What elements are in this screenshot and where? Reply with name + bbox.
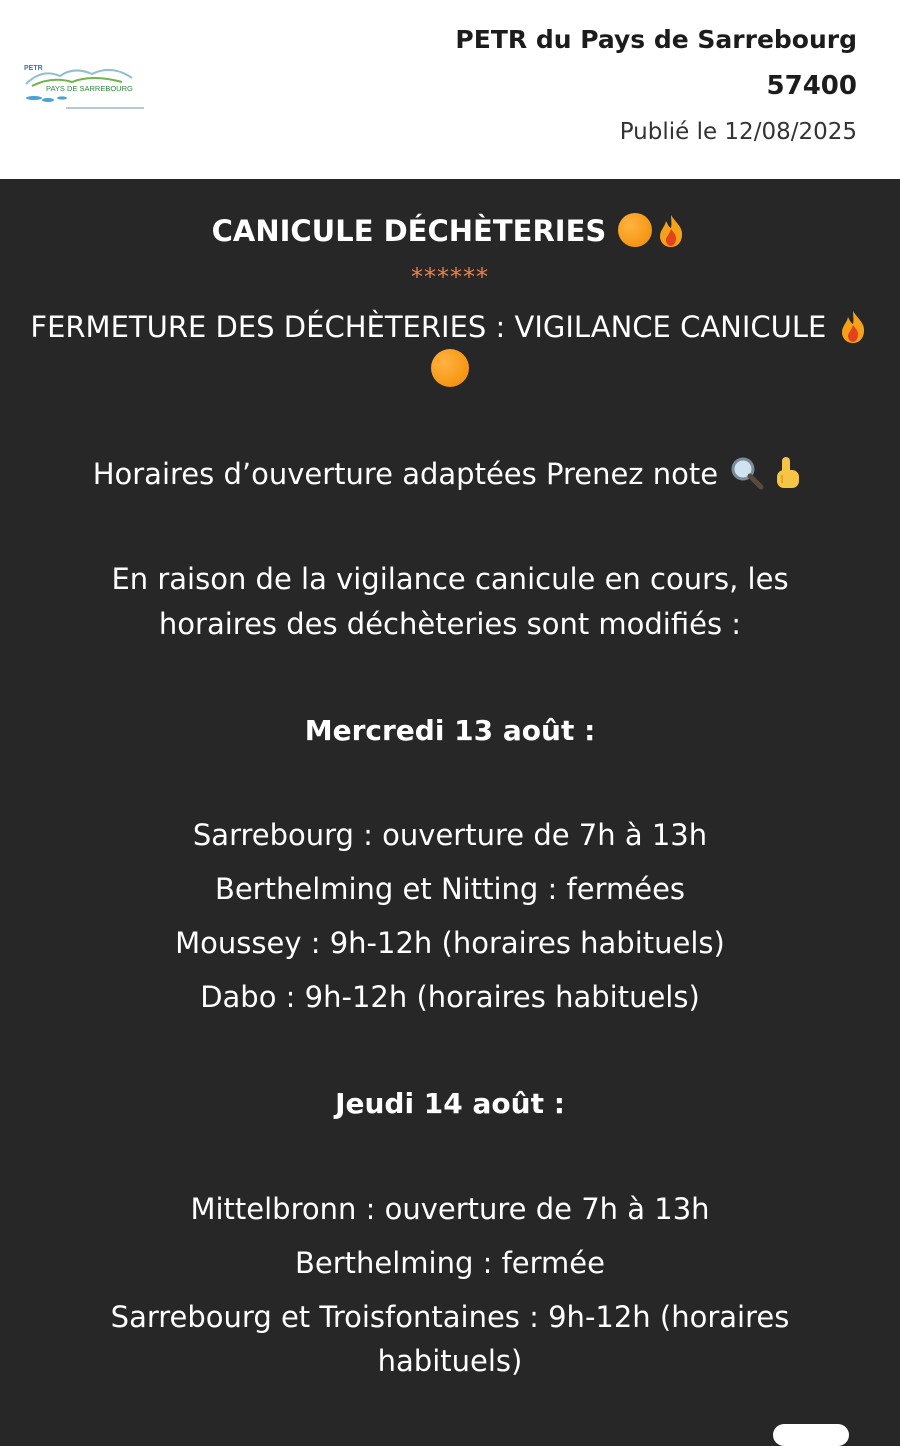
post-body — [0, 179, 900, 1434]
intro-line-1: En raison de la vigilance canicule en cours, les — [111, 562, 789, 596]
logo-petr-text: PETR — [24, 65, 43, 72]
schedule-line: Moussey : 9h-12h (horaires habituels) — [175, 926, 725, 960]
organization-info — [455, 22, 857, 147]
floating-button[interactable] — [773, 1424, 849, 1446]
orange-circle-icon — [431, 349, 469, 387]
organization-name[interactable]: PETR du Pays de Sarrebourg — [455, 25, 857, 54]
post-title-text: CANICULE DÉCHÈTERIES — [211, 214, 607, 248]
schedule-line: Berthelming : fermée — [294, 1246, 605, 1280]
schedule-line: Sarrebourg et Troisfontaines : 9h-12h (horaires — [110, 1300, 790, 1334]
vigilance-heading-text: FERMETURE DES DÉCHÈTERIES : VIGILANCE CANICULE — [30, 310, 827, 344]
fire-icon — [656, 213, 686, 249]
intro-line-2: horaires des déchèteries sont modifiés : — [158, 607, 742, 641]
postal-code: 57400 — [766, 71, 857, 101]
day-heading: Jeudi 14 août : — [335, 1087, 565, 1120]
horaires-text: Horaires d’ouverture adaptées Prenez note — [92, 457, 719, 491]
post-title — [0, 212, 900, 250]
day-heading: Mercredi 13 août : — [304, 714, 596, 747]
fire-icon — [838, 309, 868, 345]
orange-circle-icon — [618, 213, 652, 247]
magnifier-icon — [729, 455, 765, 491]
pointing-up-icon — [769, 455, 805, 491]
horaires-line — [40, 452, 860, 496]
schedule-line: Dabo : 9h-12h (horaires habituels) — [200, 980, 700, 1014]
petr-logo — [22, 62, 150, 114]
schedule-line: Berthelming et Nitting : fermées — [214, 872, 686, 906]
schedule-line: Sarrebourg : ouverture de 7h à 13h — [192, 818, 708, 852]
schedule-line: Mittelbronn : ouverture de 7h à 13h — [190, 1192, 710, 1226]
corner-indicator — [878, 0, 900, 22]
publish-date: Publié le 12/08/2025 — [619, 119, 857, 145]
post-header — [0, 0, 900, 179]
schedule-line: habituels) — [377, 1344, 523, 1378]
stars-separator: ****** — [411, 263, 489, 291]
logo-pays-text: PAYS DE SARREBOURG — [46, 84, 133, 93]
vigilance-heading — [10, 305, 890, 393]
